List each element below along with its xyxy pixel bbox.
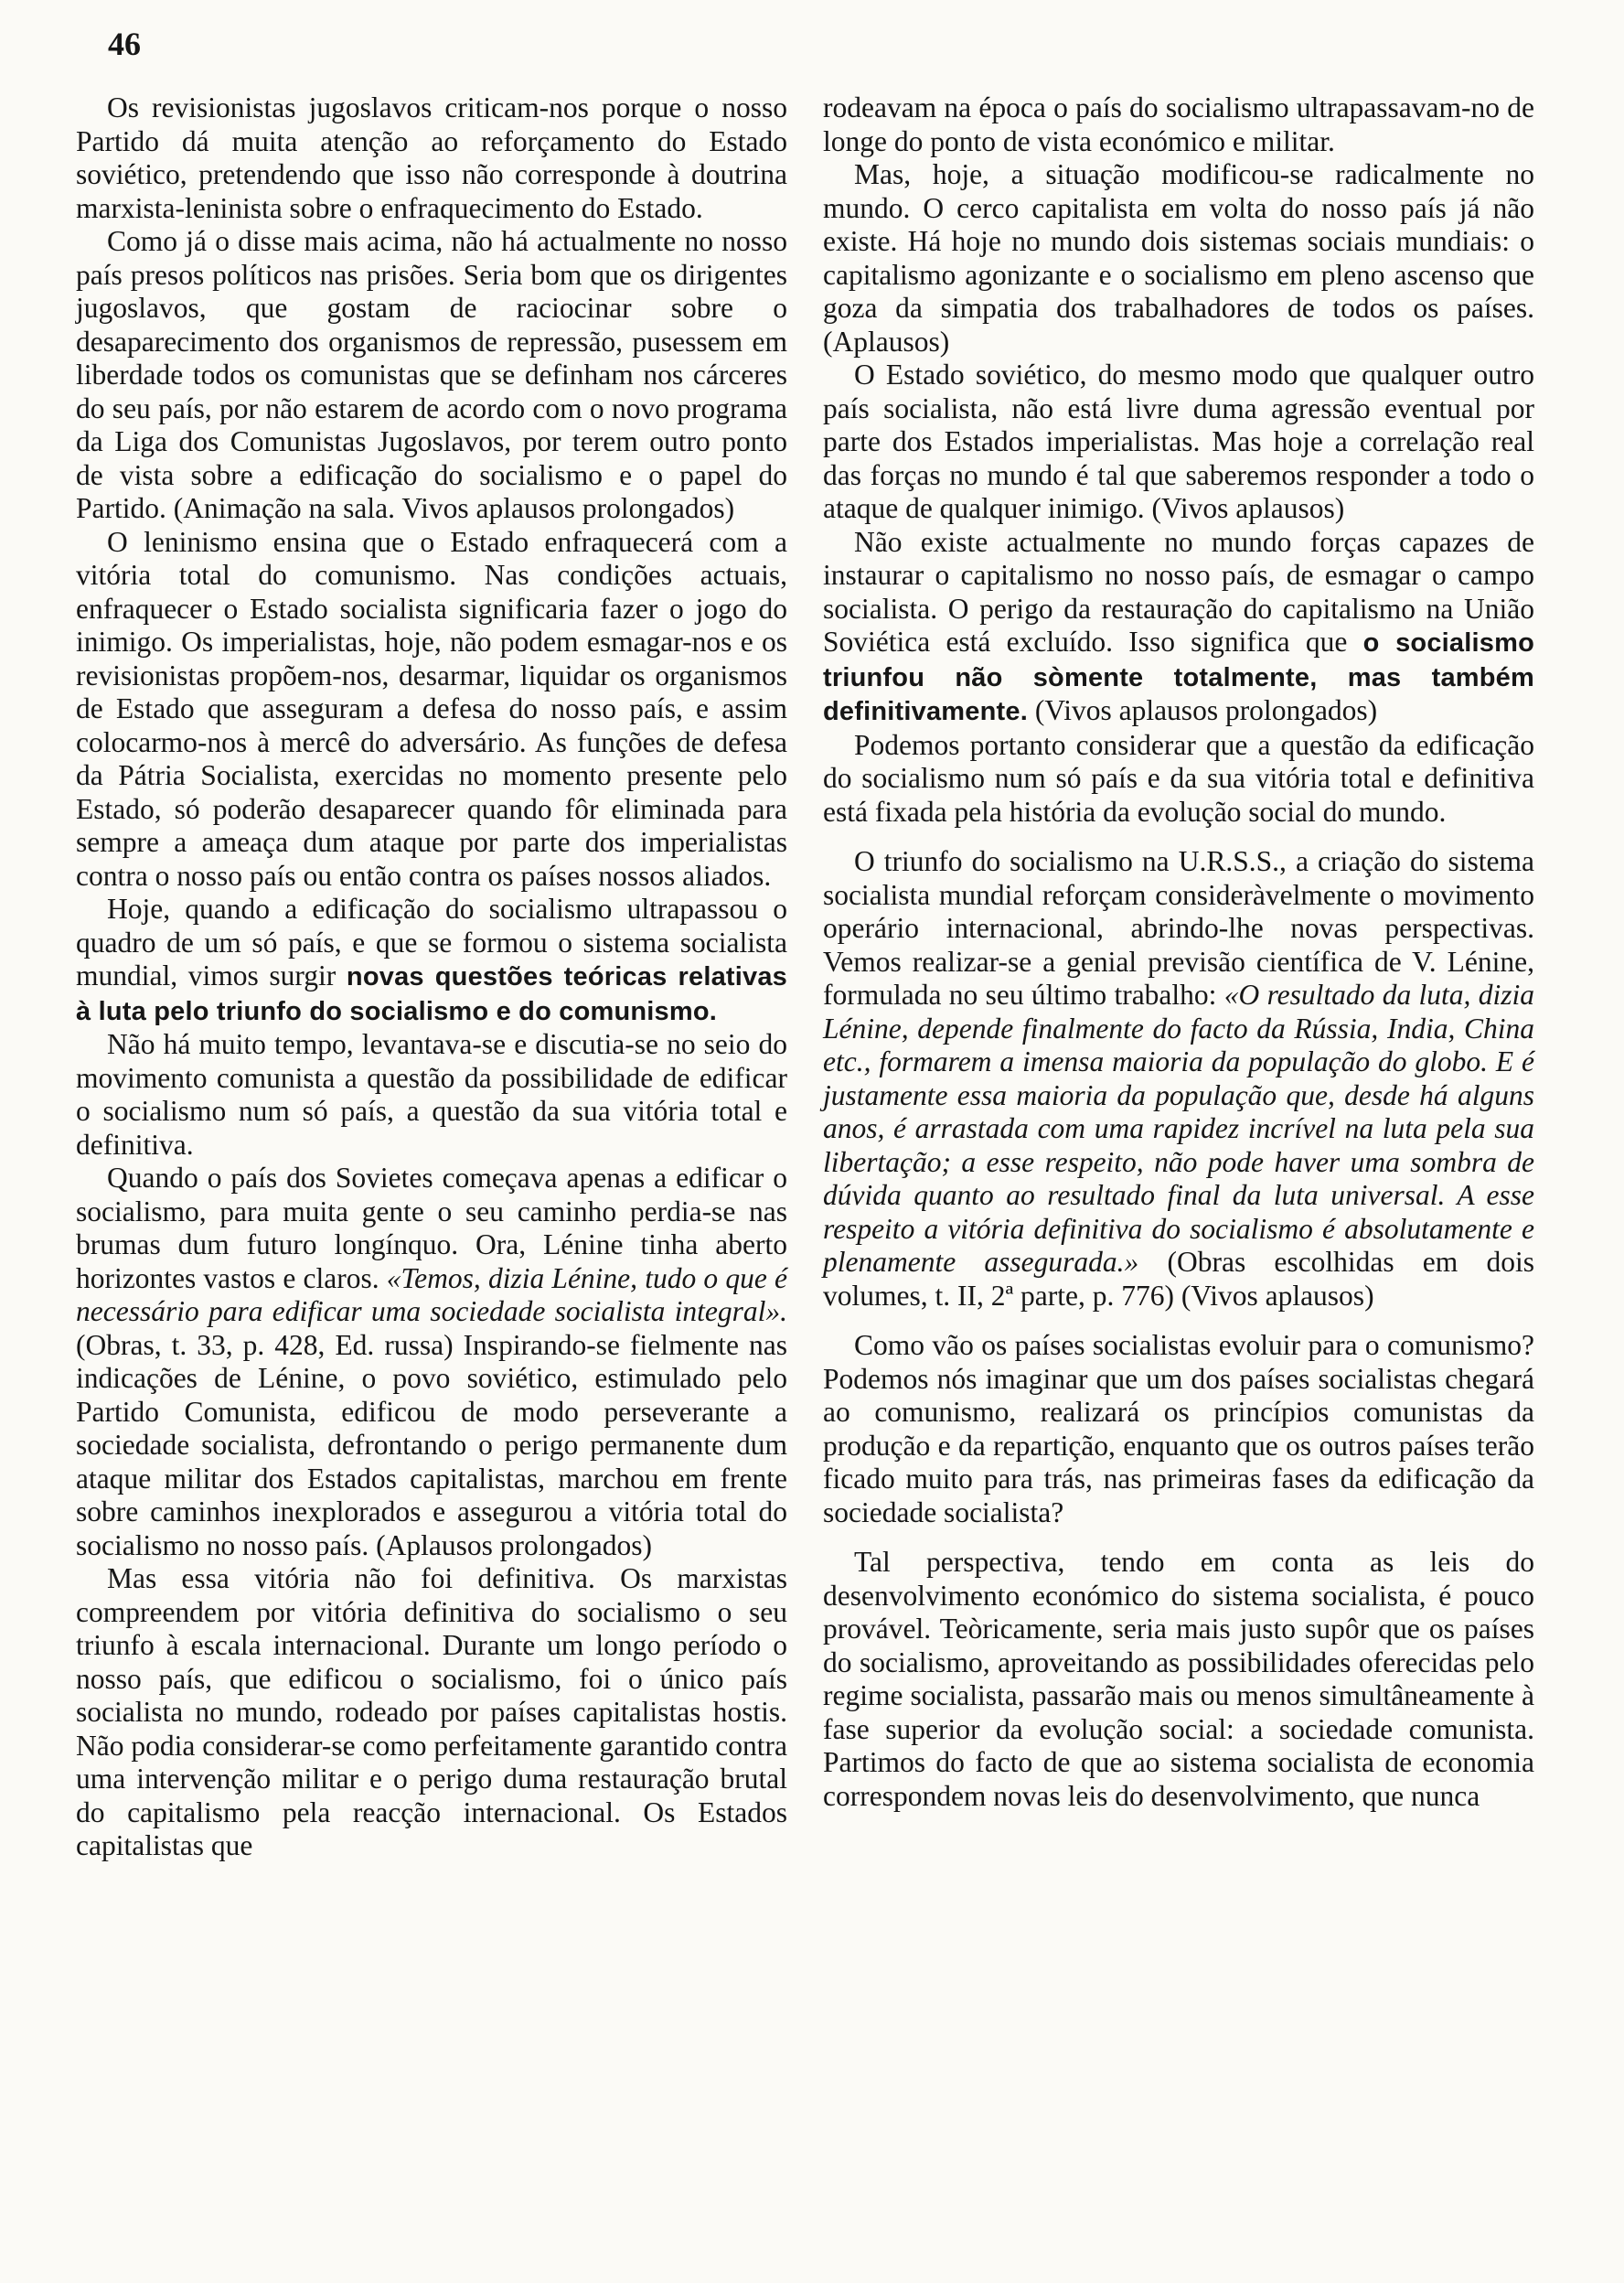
citation: (Obras escolhidas em dois volumes, t. II, 2ª parte, p. 776) (Vivos aplausos) [823, 1246, 1534, 1312]
paragraph [823, 526, 1534, 729]
paragraph-text: Hoje, quando a edificação do socialismo ultrapassou o quadro de um só país, e que se formou o sistema socialista mundial, vimos surgir [76, 893, 787, 991]
paragraph-text: Não existe actualmente no mundo forças capazes de instaurar o capitalismo no nosso país, de esmagar o campo socialista. O perigo da restauração do capitalismo na União Soviética está excluído. Isso significa que [823, 525, 1534, 658]
paragraph [823, 845, 1534, 1313]
paragraph: Tal perspectiva, tendo em conta as leis do desenvolvimento económico do sistema socialista, é pouco provável. Teòricamente, seria mais justo supôr que os países do socialismo, aproveitando as possibilidades oferecidas pelo regime socialista, passarão mais ou menos simultâneamente à fase superior da evolução social: a sociedade comunista. Partimos do facto de que ao sistema socialista de economia correspondem novas leis do desenvolvimento, que nunca [823, 1546, 1534, 1812]
bold-emphasis: novas questões teóricas relativas à luta pelo triunfo do socialismo e do comunismo. [76, 962, 787, 1026]
paragraph: Como já o disse mais acima, não há actualmente no nosso país presos políticos nas prisões. Seria bom que os dirigentes jugoslavos, que gostam de raciocinar sobre o desaparecimento dos organismos de repressão, pusessem em liberdade todos os comunistas que se definham nos cárceres do seu país, por não estarem de acordo com o novo programa da Liga dos Comunistas Jugoslavos, por terem outro ponto de vista sobre a edificação do socialismo e o papel do Partido. (Animação na sala. Vivos aplausos prolongados) [76, 225, 787, 524]
paragraph: O leninismo ensina que o Estado enfraquecerá com a vitória total do comunismo. Nas condições actuais, enfraquecer o Estado socialista significaria fazer o jogo do inimigo. Os imperialistas, hoje, não podem esmagar-nos e os revisionistas propõem-nos, desarmar, liquidar os organismos de Estado que asseguram a defesa do nosso país, e assim colocarmo-nos à mercê do adversário. As funções de defesa da Pátria Socialista, exercidas no momento presente pelo Estado, só poderão desaparecer quando fôr eliminada para sempre a ameaça dum ataque por parte dos imperialistas contra o nosso país ou então contra os países nossos aliados. [76, 525, 787, 892]
paragraph: rodeavam na época o país do socialismo ultrapassavam-no de longe do ponto de vista económico e militar. [823, 91, 1534, 157]
applause-note: (Vivos aplausos prolongados) [1034, 694, 1378, 726]
paragraph: Como vão os países socialistas evoluir para o comunismo? Podemos nós imaginar que um dos países socialistas chegará ao comunismo, realizará os princípios comunistas da produção e da repartição, enquanto que os outros países terão ficado muito para trás, nas primeiras fases da edificação da sociedade socialista? [823, 1329, 1534, 1528]
paragraph: Não há muito tempo, levantava-se e discutia-se no seio do movimento comunista a questão da possibilidade de edificar o socialismo num só país, a questão da sua vitória total e definitiva. [76, 1028, 787, 1161]
right-column [823, 91, 1534, 1813]
lenin-quote: «Temos, dizia Lénine, tudo o que é necessário para edificar uma sociedade socialista integral». [76, 1261, 787, 1327]
left-column [76, 91, 787, 1863]
paragraph: Os revisionistas jugoslavos criticam-nos porque o nosso Partido dá muita atenção ao reforçamento do Estado soviético, pretendendo que isso não corresponde à doutrina marxista-leninista sobre o enfraquecimento do Estado. [76, 91, 787, 224]
paragraph: Podemos portanto considerar que a questão da edificação do socialismo num só país e da sua vitória total e definitiva está fixada pela história da evolução social do mundo. [823, 728, 1534, 828]
page-number: 46 [108, 26, 141, 62]
paragraph: Mas, hoje, a situação modificou-se radicalmente no mundo. O cerco capitalista em volta do nosso país já não existe. Há hoje no mundo dois sistemas sociais mundiais: o capitalismo agonizante e o socialismo em pleno ascenso que goza da simpatia dos trabalhadores de todos os países. (Aplausos) [823, 158, 1534, 358]
paragraph-text: Quando o país dos Sovietes começava apenas a edificar o socialismo, para muita gente o seu caminho perdia-se nas brumas dum futuro longínquo. Ora, Lénine tinha aberto horizontes vastos e claros. [76, 1162, 787, 1294]
lenin-quote: «O resultado da luta, dizia Lénine, depende finalmente do facto da Rússia, India, China etc., formarem a imensa maioria da população do globo. E é justamente essa maioria da população que, desde há alguns anos, é arrastada com uma rapidez incrível na luta pela sua libertação; a esse respeito, não pode haver uma sombra de dúvida quanto ao resultado final da luta universal. A esse respeito a vitória definitiva do socialismo é absolutamente e plenamente assegurada.» [823, 979, 1534, 1278]
paragraph [76, 893, 787, 1028]
paragraph [76, 1162, 787, 1562]
citation: (Obras, t. 33, p. 428, Ed. russa) Inspirando-se fielmente nas indicações de Lénine, o povo soviético, estimulado pelo Partido Comunista, edificou de modo perseverante a sociedade socialista, defrontando o perigo permanente dum ataque militar dos Estados capitalistas, marchou em frente sobre caminhos inexplorados e assegurou a vitória total do socialismo no nosso país. (Aplausos prolongados) [76, 1328, 787, 1561]
paragraph: Mas essa vitória não foi definitiva. Os marxistas compreendem por vitória definitiva do socialismo o seu triunfo à escala internacional. Durante um longo período o nosso país, que edificou o socialismo, foi o único país socialista no mundo, rodeado por países capitalistas hostis. Não podia considerar-se como perfeitamente garantido contra uma intervenção militar e o perigo duma restauração brutal do capitalismo pela reacção internacional. Os Estados capitalistas que [76, 1562, 787, 1861]
bold-emphasis: o socialismo triunfou não sòmente totalmente, mas também definitivamente. [823, 628, 1534, 726]
paragraph-text: O triunfo do socialismo na U.R.S.S., a criação do sistema socialista mundial reforçam consideràvelmente o movimento operário internacional, abrindo-lhe novas perspectivas. Vemos realizar-se a genial previsão científica de V. Lénine, formulada no seu último trabalho: [823, 845, 1534, 1011]
paragraph: O Estado soviético, do mesmo modo que qualquer outro país socialista, não está livre duma agressão eventual por parte dos Estados imperialistas. Mas hoje a correlação real das forças no mundo é tal que saberemos responder a todo o ataque de qualquer inimigo. (Vivos aplausos) [823, 359, 1534, 524]
